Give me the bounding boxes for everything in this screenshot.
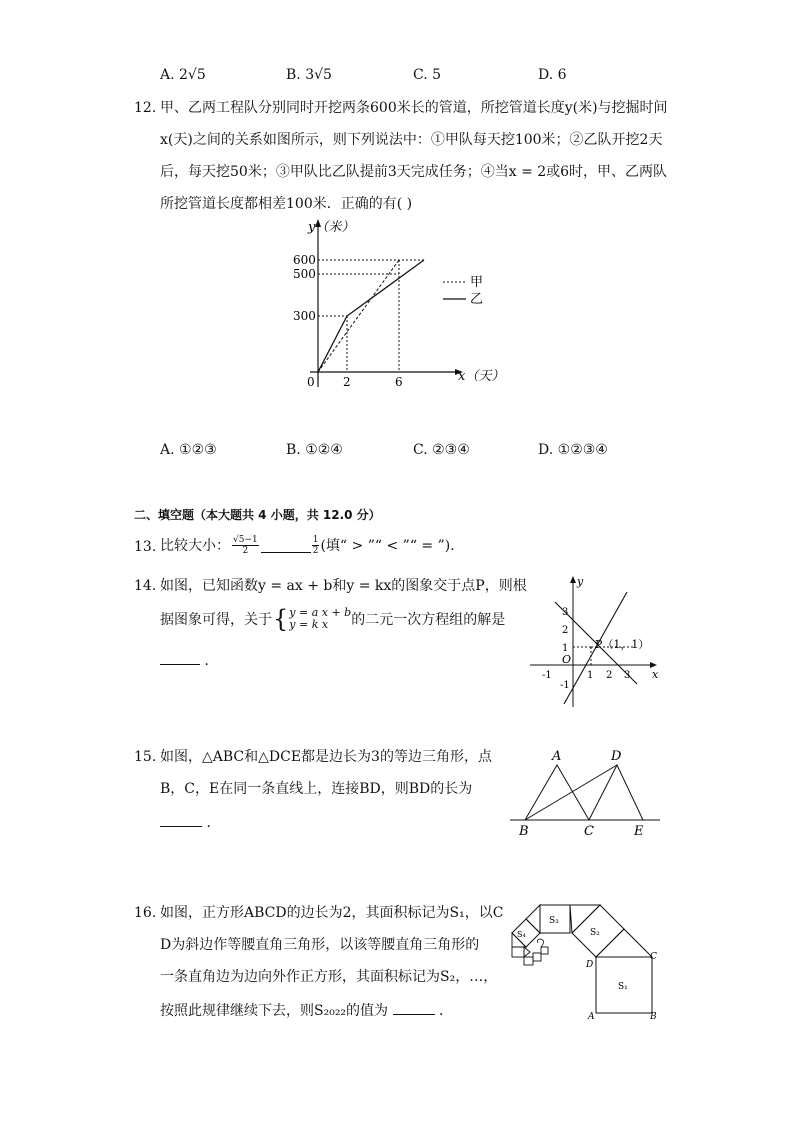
q15-answer-blank[interactable]: [160, 812, 202, 827]
label-s4: S₄: [517, 930, 526, 939]
q12-line-1: 甲、乙两工程队分别同时开挖两条600米长的管道，所挖管道长度y(米)与挖掘时间: [160, 100, 668, 116]
x-tick-6: 6: [395, 375, 403, 389]
option-key: D.: [538, 67, 554, 83]
option-text: 6: [557, 67, 567, 83]
spiral-tail: [537, 939, 543, 947]
spiral-piece: [524, 957, 533, 965]
q14-line-3-end: ．: [204, 653, 219, 669]
x-tick-3: 3: [624, 670, 631, 681]
q13-answer-blank[interactable]: [261, 538, 311, 553]
legend-yi-label: 乙: [470, 292, 484, 307]
triangle-1: [596, 929, 652, 957]
label-a: A: [552, 749, 562, 764]
q15-line-3-end: ．: [206, 815, 221, 831]
legend-jia-label: 甲: [470, 275, 484, 290]
q11-option-a: [160, 66, 206, 84]
section-title: 二、填空题（本大题共 4 小题，共 12.0 分）: [134, 508, 381, 522]
spiral-piece: [512, 947, 524, 957]
option-key: A.: [160, 67, 175, 83]
label-a: A: [588, 1012, 595, 1022]
q14-line-3: [160, 650, 218, 670]
x-label: x: [652, 668, 659, 681]
triangle-abc: [525, 765, 589, 820]
point-p-label: P（1，1）: [595, 638, 650, 651]
q12-number: 12.: [134, 100, 157, 116]
brace-icon: {: [273, 605, 289, 633]
triangle-3: [526, 905, 540, 933]
option-key: A.: [160, 442, 175, 458]
fraction-numerator: 1: [312, 534, 319, 545]
q12-line-2: x(天)之间的关系如图所示，则下列说法中：①甲队每天挖100米；②乙队开挖2天: [160, 132, 663, 148]
q14-line-2: [160, 603, 505, 635]
q16-line-4: [160, 1000, 453, 1020]
label-c: C: [584, 824, 594, 839]
option-text: ①②④: [305, 442, 343, 458]
option-text: ①②③: [179, 442, 217, 458]
q14-number: 14.: [134, 578, 157, 594]
y-tick-600: 600: [293, 253, 316, 267]
q13-number: 13.: [134, 539, 157, 555]
x-tick-2: 2: [343, 375, 351, 389]
q16-line-3: 一条直角边为边向外作正方形，其面积标记为S₂，…，: [160, 969, 498, 985]
q14-line-2-a: 据图象可得，关于: [160, 612, 272, 628]
spiral-piece: [541, 947, 548, 954]
option-text: 2√5: [179, 67, 206, 83]
fraction-numerator: √5−1: [233, 534, 258, 545]
q13-prefix: 比较大小：: [160, 538, 230, 554]
q13-suffix: (填“ > ”“ < ”“ = ”)．: [320, 538, 465, 554]
q15-line-2: B，C，E在同一条直线上，连接BD，则BD的长为: [160, 781, 473, 797]
y-axis-label: y（米）: [308, 220, 355, 235]
option-text: 3√5: [305, 67, 332, 83]
option-key: B.: [286, 67, 301, 83]
x-tick-0: 0: [307, 375, 315, 389]
q13-body: [160, 530, 464, 560]
label-b: B: [650, 1012, 657, 1022]
y-tick-300: 300: [293, 309, 316, 323]
y-axis-arrow-icon: [570, 576, 576, 583]
label-d: D: [611, 749, 622, 764]
q16-line-2: D为斜边作等腰直角三角形，以该等腰直角三角形的: [160, 937, 480, 953]
q11-option-d: [538, 66, 567, 84]
origin-label: O: [562, 653, 572, 666]
q16-line-4-end: ．: [438, 1003, 453, 1019]
q12-option-b: [286, 441, 343, 459]
spiral-piece: [524, 947, 530, 957]
spiral-piece: [533, 953, 541, 961]
q12-graph: [280, 215, 520, 400]
label-c: C: [650, 952, 657, 962]
q12-option-a: [160, 441, 217, 459]
q15-number: 15.: [134, 749, 157, 765]
q14-line-1: 如图，已知函数y = ax + b和y = kx的图象交于点P，则根: [160, 578, 527, 594]
q14-answer-blank[interactable]: [160, 650, 200, 665]
x-axis-label: x（天）: [458, 369, 505, 384]
q12-line-3: 后，每天挖50米；③甲队比乙队提前3天完成任务；④当x = 2或6时，甲、乙两队: [160, 164, 668, 180]
q15-figure: [505, 745, 665, 840]
q12-option-d: [538, 441, 608, 459]
option-key: C.: [413, 67, 428, 83]
fraction-denominator: 2: [242, 545, 249, 556]
triangle-dce: [589, 765, 643, 820]
q13-fraction-1: [232, 535, 259, 556]
label-s1: S₁: [618, 982, 628, 992]
q16-number: 16.: [134, 905, 157, 921]
q15-line-3: [160, 812, 220, 832]
y-label: y: [577, 575, 584, 588]
label-e: E: [634, 824, 644, 839]
option-key: C.: [413, 442, 428, 458]
label-b: B: [519, 824, 529, 839]
q14-system: [289, 607, 351, 631]
q11-option-c: [413, 66, 441, 84]
y-tick-1: 1: [562, 643, 569, 654]
option-key: B.: [286, 442, 301, 458]
option-text: ①②③④: [557, 442, 608, 458]
q16-answer-blank[interactable]: [393, 1000, 435, 1015]
q11-option-b: [286, 66, 332, 84]
q16-line-4-a: 按照此规律继续下去，则S₂₀₂₂的值为: [160, 1003, 389, 1019]
q15-line-1: 如图，△ABC和△DCE都是边长为3的等边三角形，点: [160, 749, 492, 765]
y-tick-3: 3: [562, 607, 569, 618]
q14-graph: [525, 572, 665, 712]
x-tick-2: 2: [606, 670, 613, 681]
x-tick-neg1: -1: [542, 670, 552, 681]
label-s2: S₂: [590, 928, 600, 938]
system-row-2: y = k x: [289, 618, 329, 631]
q14-line-2-b: 的二元一次方程组的解是: [351, 612, 506, 628]
q16-line-1: 如图，正方形ABCD的边长为2，其面积标记为S₁，以C: [160, 905, 504, 921]
fraction-denominator: 2: [312, 545, 319, 556]
series-yi-line: [318, 260, 424, 372]
q12-line-4: 所挖管道长度都相差100米．正确的有( ): [160, 196, 413, 212]
y-tick-neg1: -1: [560, 680, 570, 691]
option-text: ②③④: [432, 442, 470, 458]
system-row-1: y = a x + b: [289, 606, 352, 619]
label-d: D: [586, 960, 594, 970]
y-tick-500: 500: [293, 267, 316, 281]
label-s3: S₃: [549, 916, 559, 926]
option-text: 5: [432, 67, 442, 83]
q13-fraction-2: [312, 535, 320, 556]
x-tick-1: 1: [587, 670, 594, 681]
y-tick-2: 2: [562, 625, 569, 636]
option-key: D.: [538, 442, 554, 458]
q12-option-c: [413, 441, 470, 459]
q16-figure: [500, 895, 670, 1025]
